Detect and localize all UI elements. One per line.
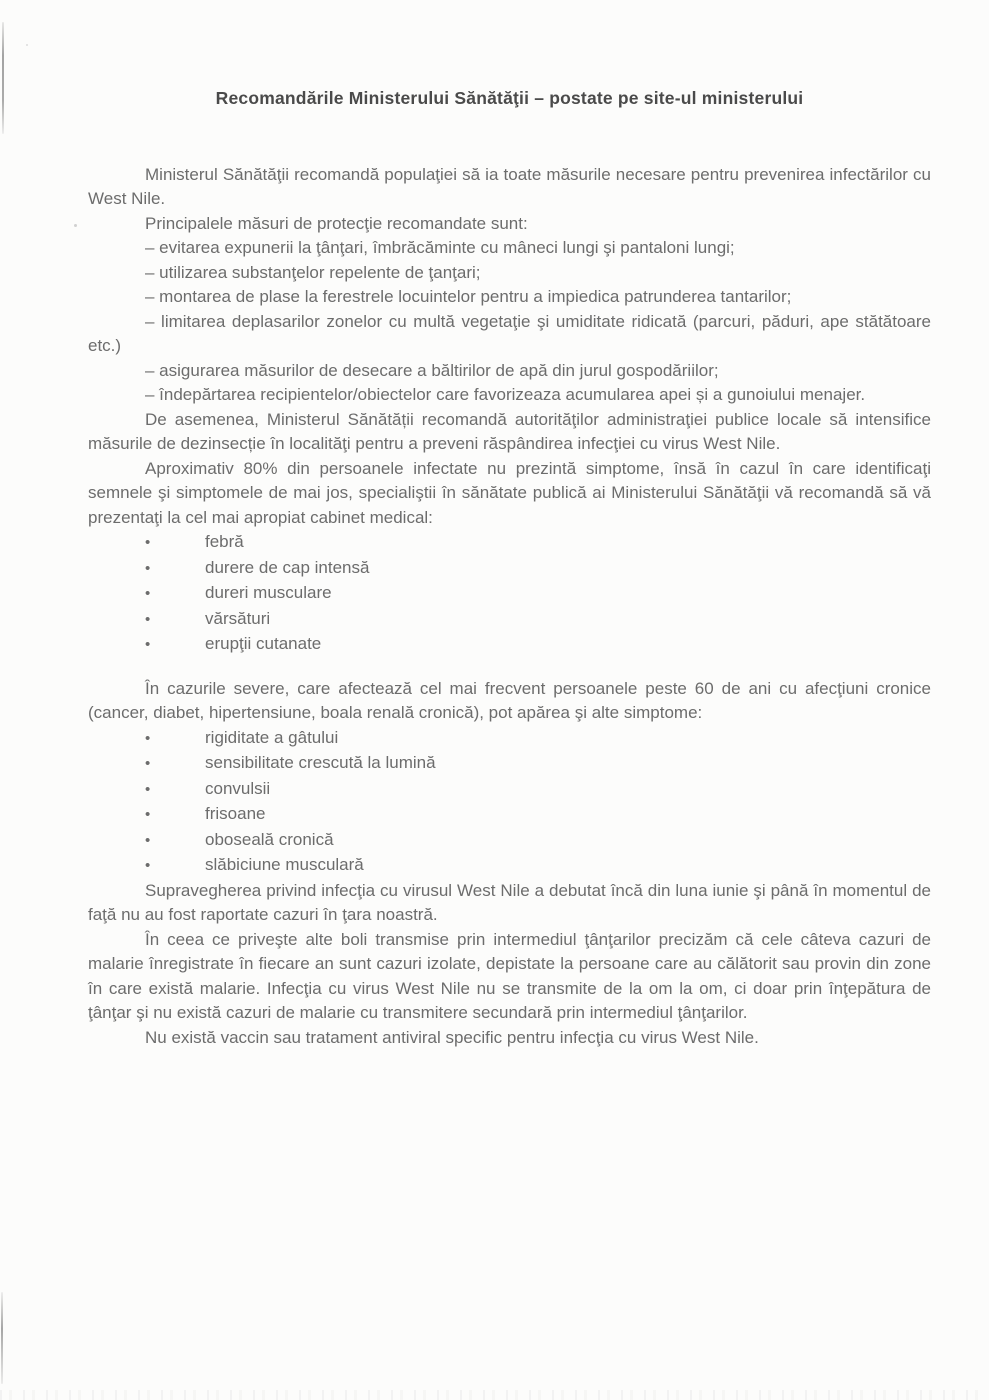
measure-item: – asigurarea măsurilor de desecare a băltirilor de apă din jurul gospodăriilor; — [145, 360, 719, 380]
symptom-label: slăbiciune musculară — [205, 855, 364, 874]
list-item — [88, 828, 931, 854]
list-item — [88, 607, 931, 633]
document-title: Recomandările Ministerului Sănătăţii – postate pe site-ul ministerului — [215, 88, 804, 108]
scan-artifact-left-line-bottom — [1, 1292, 3, 1384]
severe-intro-paragraph: În cazurile severe, care afectează cel mai frecvent persoanele peste 60 de ani cu afecţiuni cronice (cancer, diabet, hipertensiune, boala renală cronică), pot apărea şi alte simptome: — [88, 678, 931, 722]
bullet-icon: • — [145, 559, 151, 577]
symptoms-intro-paragraph: Aproximativ 80% din persoanele infectate nu prezintă simptome, însă în cazul în care identificaţi semnele şi simptomele de mai jos, specialiştii în sănătate publică ai Ministerului Sănătăţii vă recomandă să vă prezentaţi la cel mai apropiat cabinet medical: — [88, 458, 931, 527]
authorities-paragraph: De asemenea, Ministerul Sănătății recomandă autorităţilor administraţiei publice locale să intensifice măsurile de dezinsecție în localităţi pentru a preveni răspândirea infecţiei cu virus West Nile. — [88, 409, 931, 453]
list-item — [88, 802, 931, 828]
measure-item: – montarea de plase la ferestrele locuintelor pentru a impiedica patrunderea tantarilor; — [145, 287, 792, 306]
list-item — [88, 777, 931, 803]
symptom-label: dureri musculare — [205, 583, 332, 602]
list-item — [88, 751, 931, 777]
severe-symptoms-list — [88, 726, 931, 879]
scan-artifact-speck — [74, 224, 77, 227]
symptom-label: durere de cap intensă — [205, 557, 370, 577]
bullet-icon: • — [145, 534, 151, 551]
document-content — [88, 86, 931, 1050]
scan-artifact-speck — [26, 44, 28, 46]
symptom-label: frisoane — [205, 804, 266, 823]
symptom-label: sensibilitate crescută la lumină — [205, 753, 436, 772]
symptom-label: erupţii cutanate — [205, 634, 322, 653]
common-symptoms-list — [88, 530, 931, 658]
bullet-icon: • — [145, 729, 151, 747]
scan-artifact-bottom-speckles — [0, 1390, 989, 1400]
measures-heading: Principalele măsuri de protecţie recomandate sunt: — [145, 213, 528, 233]
bullet-icon: • — [145, 780, 151, 798]
bullet-icon: • — [145, 831, 151, 849]
symptom-label: febră — [205, 532, 244, 551]
list-item — [88, 530, 931, 556]
symptom-label: rigiditate a gâtului — [205, 727, 339, 747]
bullet-icon: • — [145, 857, 151, 874]
surveillance-paragraph: Supravegherea privind infecţia cu virusul West Nile a debutat încă din luna iunie şi până în momentul de faţă nu au fost raportate cazuri în ţara noastră. — [88, 880, 931, 924]
measure-item: – limitarea deplasarilor zonelor cu multă vegetaţie şi umiditate ridicată (parcuri, păduri, ape stătătoare etc.) — [88, 311, 931, 355]
symptom-label: oboseală cronică — [205, 829, 334, 849]
measure-item: – îndepărtarea recipientelor/obiectelor care favorizeaza acumularea apei și a gunoiului menajer. — [145, 385, 866, 404]
symptom-label: vărsături — [205, 608, 271, 628]
list-item — [88, 726, 931, 752]
list-item — [88, 556, 931, 582]
malaria-paragraph: În ceea ce priveşte alte boli transmise prin intermediul ţânţarilor precizăm că cele câteva cazuri de malarie înregistrate în fiecare an sunt cazuri izolate, depistate la persoane care au călătorit sau provin din zone în care există malarie. Infecţia cu virus West Nile nu se transmite de la om la om, ci doar prin înţepătura de ţânţar şi nu există cazuri de malarie cu transmitere secundară prin intermediul ţânţarilor. — [88, 929, 931, 1022]
bullet-icon: • — [145, 585, 151, 602]
symptom-label: convulsii — [205, 778, 271, 798]
measure-item: – utilizarea substanţelor repelente de ţanţari; — [145, 262, 481, 282]
list-item — [88, 853, 931, 879]
bullet-icon: • — [145, 636, 151, 653]
list-item — [88, 632, 931, 658]
no-vaccine-paragraph: Nu există vaccin sau tratament antiviral specific pentru infecţia cu virus West Nile. — [145, 1027, 759, 1047]
bullet-icon: • — [145, 610, 151, 628]
measure-item: – evitarea expunerii la ţânţari, îmbrăcăminte cu mâneci lungi şi pantaloni lungi; — [145, 238, 735, 257]
intro-paragraph: Ministerul Sănătăţii recomandă populaţiei să ia toate măsurile necesare pentru prevenirea infectărilor cu West Nile. — [88, 164, 931, 208]
list-item — [88, 581, 931, 607]
scan-artifact-left-line-top — [2, 22, 4, 134]
bullet-icon: • — [145, 806, 151, 823]
bullet-icon: • — [145, 755, 151, 772]
